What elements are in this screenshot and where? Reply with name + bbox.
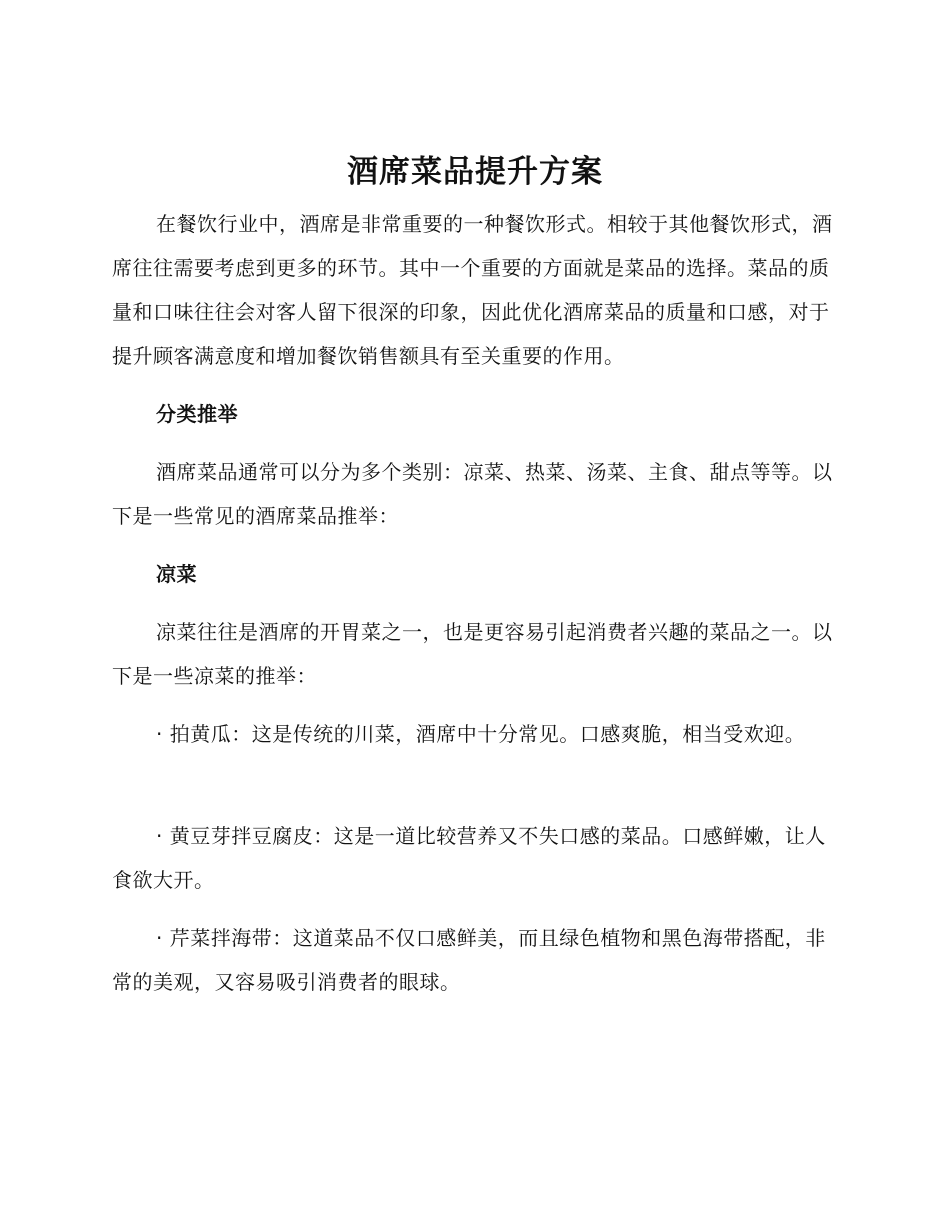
document-title: 酒席菜品提升方案	[347, 154, 603, 190]
list-item: · 拍黄瓜：这是传统的川菜，酒席中十分常见。口感爽脆，相当受欢迎。	[156, 722, 806, 746]
list-item: · 芹菜拌海带：这道菜品不仅口感鲜美，而且绿色植物和黑色海带搭配，非常的美观，又容易吸引消费者的眼球。	[112, 926, 826, 994]
subsection-heading: 凉菜	[156, 562, 197, 586]
list-item: · 黄豆芽拌豆腐皮：这是一道比较营养又不失口感的菜品。口感鲜嫩，让人食欲大开。	[112, 824, 826, 892]
section-heading: 分类推举	[156, 402, 238, 426]
section-paragraph: 酒席菜品通常可以分为多个类别：凉菜、热菜、汤菜、主食、甜点等等。以下是一些常见的酒席菜品推举：	[112, 460, 833, 528]
subsection-paragraph: 凉菜往往是酒席的开胃菜之一，也是更容易引起消费者兴趣的菜品之一。以下是一些凉菜的推举：	[112, 620, 833, 688]
intro-paragraph: 在餐饮行业中，酒席是非常重要的一种餐饮形式。相较于其他餐饮形式，酒席往往需要考虑到更多的环节。其中一个重要的方面就是菜品的选择。菜品的质量和口味往往会对客人留下很深的印象，因此优化酒席菜品的质量和口感，对于提升顾客满意度和增加餐饮销售额具有至关重要的作用。	[112, 212, 833, 368]
